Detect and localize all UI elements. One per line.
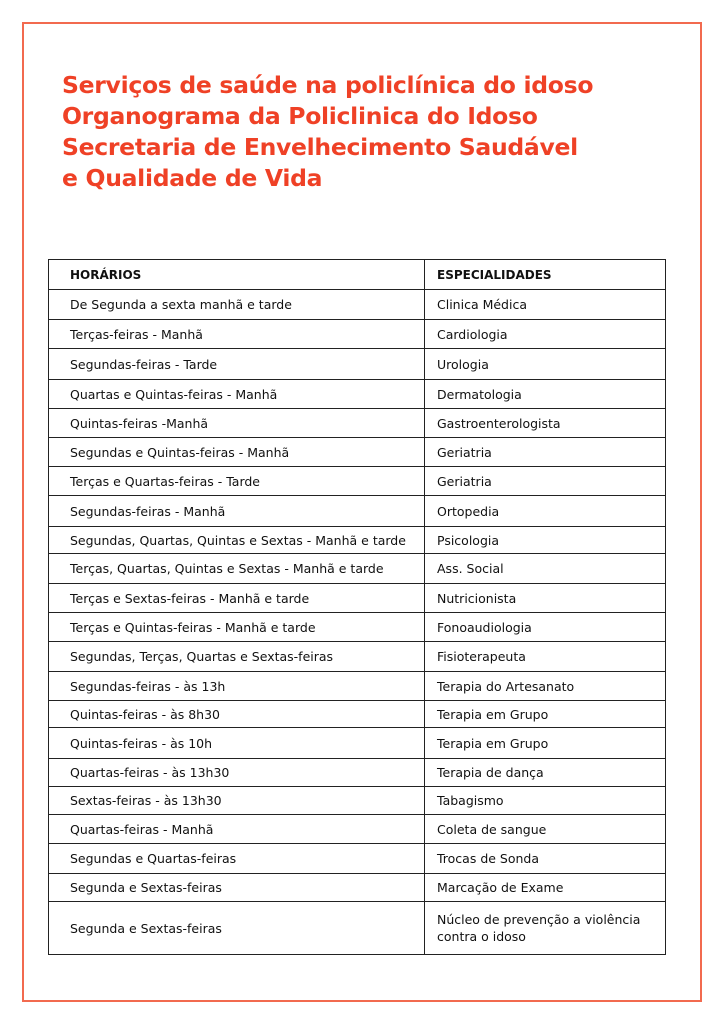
horario-cell: Segundas, Terças, Quartas e Sextas-feiras xyxy=(49,642,425,672)
horario-cell: Quintas-feiras - às 10h xyxy=(49,728,425,759)
especialidade-cell: Terapia em Grupo xyxy=(425,701,666,728)
horario-cell: Segunda e Sextas-feiras xyxy=(49,874,425,902)
table-row xyxy=(49,815,666,844)
table-row xyxy=(49,584,666,613)
especialidade-cell: Terapia do Artesanato xyxy=(425,672,666,701)
table-row xyxy=(49,672,666,701)
table-row xyxy=(49,467,666,496)
horario-cell: Terças e Sextas-feiras - Manhã e tarde xyxy=(49,584,425,613)
table-row xyxy=(49,874,666,902)
horario-cell: Terças, Quartas, Quintas e Sextas - Manhã e tarde xyxy=(49,554,425,584)
especialidade-cell: Clinica Médica xyxy=(425,290,666,320)
especialidade-cell: Nutricionista xyxy=(425,584,666,613)
especialidade-cell: Cardiologia xyxy=(425,320,666,349)
table-row xyxy=(49,759,666,787)
horario-cell: De Segunda a sexta manhã e tarde xyxy=(49,290,425,320)
table-row xyxy=(49,613,666,642)
horario-cell: Segundas e Quintas-feiras - Manhã xyxy=(49,438,425,467)
title-line-3: Secretaria de Envelhecimento Saudável xyxy=(62,133,578,161)
horario-cell: Sextas-feiras - às 13h30 xyxy=(49,787,425,815)
table-row xyxy=(49,349,666,380)
especialidade-cell: Coleta de sangue xyxy=(425,815,666,844)
horario-cell: Terças e Quintas-feiras - Manhã e tarde xyxy=(49,613,425,642)
horario-cell: Quartas-feiras - às 13h30 xyxy=(49,759,425,787)
table-row xyxy=(49,642,666,672)
especialidade-cell: Núcleo de prevenção a violência contra o idoso xyxy=(425,902,666,955)
table-row xyxy=(49,728,666,759)
especialidade-cell: Terapia em Grupo xyxy=(425,728,666,759)
horario-cell: Segundas-feiras - Manhã xyxy=(49,496,425,527)
table-row xyxy=(49,320,666,349)
horario-cell: Quintas-feiras -Manhã xyxy=(49,409,425,438)
title-line-1: Serviços de saúde na policlínica do idoso xyxy=(62,71,594,99)
especialidade-cell: Ortopedia xyxy=(425,496,666,527)
table-header-row xyxy=(49,260,666,290)
table-row xyxy=(49,844,666,874)
especialidade-cell: Tabagismo xyxy=(425,787,666,815)
especialidade-cell: Gastroenterologista xyxy=(425,409,666,438)
especialidade-cell: Marcação de Exame xyxy=(425,874,666,902)
especialidade-cell: Geriatria xyxy=(425,438,666,467)
horario-cell: Quintas-feiras - às 8h30 xyxy=(49,701,425,728)
table-row xyxy=(49,902,666,955)
especialidade-cell: Fonoaudiologia xyxy=(425,613,666,642)
horario-cell: Terças-feiras - Manhã xyxy=(49,320,425,349)
table-row xyxy=(49,438,666,467)
especialidade-cell: Dermatologia xyxy=(425,380,666,409)
especialidade-cell: Fisioterapeuta xyxy=(425,642,666,672)
horario-cell: Segundas e Quartas-feiras xyxy=(49,844,425,874)
table-row xyxy=(49,701,666,728)
header-especialidades: ESPECIALIDADES xyxy=(425,260,666,290)
table-row xyxy=(49,496,666,527)
horario-cell: Terças e Quartas-feiras - Tarde xyxy=(49,467,425,496)
horario-cell: Segunda e Sextas-feiras xyxy=(49,902,425,955)
horario-cell: Segundas-feiras - Tarde xyxy=(49,349,425,380)
horario-cell: Quartas-feiras - Manhã xyxy=(49,815,425,844)
title-line-2: Organograma da Policlinica do Idoso xyxy=(62,102,538,130)
especialidade-cell: Urologia xyxy=(425,349,666,380)
table-row xyxy=(49,554,666,584)
table-row xyxy=(49,290,666,320)
especialidade-cell: Ass. Social xyxy=(425,554,666,584)
table-body xyxy=(49,290,666,955)
especialidade-cell: Trocas de Sonda xyxy=(425,844,666,874)
especialidade-cell: Geriatria xyxy=(425,467,666,496)
especialidade-cell: Terapia de dança xyxy=(425,759,666,787)
header-horarios: HORÁRIOS xyxy=(49,260,425,290)
table-row xyxy=(49,787,666,815)
especialidade-cell: Psicologia xyxy=(425,527,666,554)
schedule-table xyxy=(48,259,666,955)
title-line-4: e Qualidade de Vida xyxy=(62,164,323,192)
horario-cell: Segundas, Quartas, Quintas e Sextas - Manhã e tarde xyxy=(49,527,425,554)
page-title xyxy=(62,70,692,194)
table-row xyxy=(49,409,666,438)
table-row xyxy=(49,527,666,554)
table-row xyxy=(49,380,666,409)
horario-cell: Segundas-feiras - às 13h xyxy=(49,672,425,701)
horario-cell: Quartas e Quintas-feiras - Manhã xyxy=(49,380,425,409)
